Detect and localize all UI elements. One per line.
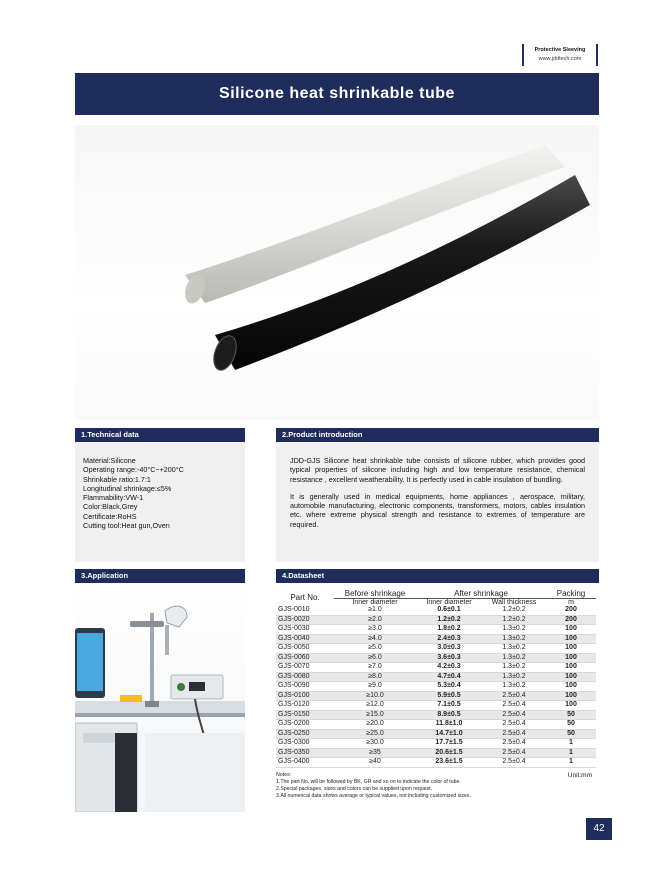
brand-block <box>522 44 598 66</box>
table-cell: ≥35 <box>334 748 416 758</box>
table-cell: ≥8.0 <box>334 672 416 682</box>
technical-data-line: Cutting tool:Heat gun,Oven <box>83 521 170 531</box>
table-cell: ≥30.0 <box>334 739 416 749</box>
brand-title: Protective Sleeving <box>534 47 586 53</box>
col-after-shrinkage: After shrinkage <box>454 589 508 598</box>
table-cell: GJS-0250 <box>276 729 334 739</box>
technical-data-line: Operating range:-40°C~+200°C <box>83 465 184 475</box>
product-introduction-heading: 2.Product introduction <box>276 428 599 442</box>
technical-data-line: Certificate:RoHS <box>83 511 137 521</box>
page-title: Silicone heat shrinkable tube <box>75 73 599 115</box>
table-cell: 100 <box>546 663 596 673</box>
application-photo <box>75 583 245 812</box>
table-cell: GJS-0150 <box>276 710 334 720</box>
table-cell: 4.7±0.4 <box>416 672 482 682</box>
table-cell: 7.1±0.5 <box>416 701 482 711</box>
application-heading: 3.Application <box>75 569 245 583</box>
table-row <box>276 710 596 720</box>
notes-list <box>276 779 596 800</box>
product-introduction-panel <box>276 442 599 562</box>
table-cell: ≥25.0 <box>334 729 416 739</box>
table-cell: ≥2.0 <box>334 615 416 625</box>
table-cell: GJS-0300 <box>276 739 334 749</box>
table-cell: GJS-0350 <box>276 748 334 758</box>
table-cell: 200 <box>546 615 596 625</box>
table-cell: 100 <box>546 691 596 701</box>
table-cell: 1.8±0.2 <box>416 625 482 635</box>
page-number: 42 <box>586 818 612 840</box>
table-cell: 5.9±0.5 <box>416 691 482 701</box>
table-cell: 1 <box>546 748 596 758</box>
table-row <box>276 634 596 644</box>
table-cell: GJS-0030 <box>276 625 334 635</box>
table-row <box>276 663 596 673</box>
table-cell: 1.3±0.2 <box>482 672 546 682</box>
table-cell: 2.4±0.3 <box>416 634 482 644</box>
table-cell: 2.5±0.4 <box>482 739 546 749</box>
table-row <box>276 672 596 682</box>
table-cell: GJS-0090 <box>276 682 334 692</box>
table-cell: GJS-0040 <box>276 634 334 644</box>
table-cell: 17.7±1.5 <box>416 739 482 749</box>
table-cell: 1 <box>546 739 596 749</box>
table-cell: ≥6.0 <box>334 653 416 663</box>
table-cell: 50 <box>546 710 596 720</box>
technical-data-line: Shrinkable ratio:1.7:1 <box>83 474 151 484</box>
technical-data-heading: 1.Technical data <box>75 428 245 442</box>
technical-data-list <box>75 442 245 530</box>
table-cell: ≥5.0 <box>334 644 416 654</box>
table-cell: GJS-0050 <box>276 644 334 654</box>
product-photo <box>75 125 599 420</box>
table-row <box>276 682 596 692</box>
table-cell: 1.3±0.2 <box>482 663 546 673</box>
datasheet-table <box>276 589 596 768</box>
table-cell: 2.5±0.4 <box>482 729 546 739</box>
table-cell: 100 <box>546 644 596 654</box>
col-packing-unit: m <box>546 599 596 607</box>
table-cell: 200 <box>546 606 596 615</box>
col-part-no: Part No. <box>290 593 320 602</box>
technical-data-line: Longitudinal shrinkage:≤5% <box>83 483 172 493</box>
table-cell: 50 <box>546 720 596 730</box>
table-cell: 1.3±0.2 <box>482 653 546 663</box>
table-cell: 2.5±0.4 <box>482 720 546 730</box>
table-cell: 100 <box>546 653 596 663</box>
technical-data-line: Color:Black,Grey <box>83 502 138 512</box>
table-cell: ≥9.0 <box>334 682 416 692</box>
table-cell: ≥10.0 <box>334 691 416 701</box>
table-cell: GJS-0200 <box>276 720 334 730</box>
note-item: 2.Special packages, sizes and colors can be supplied upon request. <box>276 786 433 792</box>
datasheet-notes <box>276 772 596 800</box>
table-cell: 2.5±0.4 <box>482 691 546 701</box>
table-cell: ≥40 <box>334 758 416 768</box>
table-cell: ≥1.0 <box>334 606 416 615</box>
table-cell: 100 <box>546 701 596 711</box>
table-cell: ≥7.0 <box>334 663 416 673</box>
table-cell: 100 <box>546 682 596 692</box>
col-inner-diameter-after: Inner diameter <box>416 599 482 607</box>
table-cell: GJS-0060 <box>276 653 334 663</box>
table-row <box>276 720 596 730</box>
table-row <box>276 739 596 749</box>
table-cell: ≥12.0 <box>334 701 416 711</box>
table-cell: 4.2±0.3 <box>416 663 482 673</box>
col-packing: Packing <box>556 589 586 598</box>
table-row <box>276 729 596 739</box>
table-cell: ≥3.0 <box>334 625 416 635</box>
table-cell: GJS-0120 <box>276 701 334 711</box>
table-cell: 0.6±0.1 <box>416 606 482 615</box>
col-before-shrinkage: Before shrinkage <box>344 589 406 598</box>
table-cell: ≥4.0 <box>334 634 416 644</box>
table-cell: 23.6±1.5 <box>416 758 482 768</box>
technical-data-panel <box>75 442 245 562</box>
table-cell: 20.6±1.5 <box>416 748 482 758</box>
table-row <box>276 615 596 625</box>
technical-data-line: Flammability:VW-1 <box>83 493 144 503</box>
table-cell: 1.2±0.2 <box>416 615 482 625</box>
table-cell: 2.5±0.4 <box>482 758 546 768</box>
tubes-illustration <box>75 125 599 420</box>
note-item: 1.The part No. will be followed by BK, GR and so on to indicate the color of tube. <box>276 779 461 785</box>
table-row <box>276 701 596 711</box>
table-cell: 3.0±0.3 <box>416 644 482 654</box>
col-inner-diameter-before: Inner diameter <box>334 599 416 607</box>
table-cell: 11.8±1.0 <box>416 720 482 730</box>
table-cell: GJS-0070 <box>276 663 334 673</box>
notes-title: Notes: <box>276 772 291 778</box>
table-cell: GJS-0400 <box>276 758 334 768</box>
table-cell: 8.9±0.5 <box>416 710 482 720</box>
table-cell: 1 <box>546 758 596 768</box>
table-row <box>276 653 596 663</box>
table-cell: 100 <box>546 625 596 635</box>
introduction-paragraph-2: It is generally used in medical equipments, home appliances , aerospace, military, automobile manufacturing, electronic components, transformers, motors, cables insulation etc. where extreme physical strength and resistance to extremes of temperature are required. <box>290 491 585 529</box>
table-cell: 1.2±0.2 <box>482 615 546 625</box>
table-cell: ≥15.0 <box>334 710 416 720</box>
table-cell: GJS-0020 <box>276 615 334 625</box>
datasheet-heading: 4.Datasheet <box>276 569 599 583</box>
table-row <box>276 644 596 654</box>
table-cell: GJS-0010 <box>276 606 334 615</box>
table-cell: GJS-0100 <box>276 691 334 701</box>
table-row <box>276 606 596 615</box>
brand-url: www.jddtech.com <box>538 56 582 62</box>
table-cell: 2.5±0.4 <box>482 710 546 720</box>
table-cell: 100 <box>546 672 596 682</box>
table-cell: 3.6±0.3 <box>416 653 482 663</box>
table-row <box>276 758 596 768</box>
note-item: 3.All numerical data shows average or typical values, not including customized sizes. <box>276 793 471 799</box>
introduction-paragraph-1: JDD-GJS Silicone heat shrinkable tube consists of silicone rubber, which provides good typical properties of silicone including high and low temperature resistance, chemical resistance , excellent weatherability. It is perfectly used in cable insulation of bundling. <box>290 456 585 484</box>
unit-label: Unit:mm <box>567 772 592 779</box>
table-cell: 1.3±0.2 <box>482 625 546 635</box>
technical-data-line: Material:Silicone <box>83 456 136 465</box>
medical-equipment-illustration <box>75 583 245 812</box>
table-cell: GJS-0080 <box>276 672 334 682</box>
table-cell: 1.2±0.2 <box>482 606 546 615</box>
table-cell: 5.3±0.4 <box>416 682 482 692</box>
table-cell: ≥20.0 <box>334 720 416 730</box>
table-cell: 1.3±0.2 <box>482 634 546 644</box>
table-cell: 1.3±0.2 <box>482 682 546 692</box>
table-row <box>276 691 596 701</box>
table-cell: 100 <box>546 634 596 644</box>
table-cell: 14.7±1.0 <box>416 729 482 739</box>
table-row <box>276 748 596 758</box>
table-cell: 2.5±0.4 <box>482 748 546 758</box>
table-cell: 50 <box>546 729 596 739</box>
table-cell: 2.5±0.4 <box>482 701 546 711</box>
table-row <box>276 625 596 635</box>
col-wall-thickness: Wall thickness <box>482 599 546 607</box>
table-cell: 1.3±0.2 <box>482 644 546 654</box>
